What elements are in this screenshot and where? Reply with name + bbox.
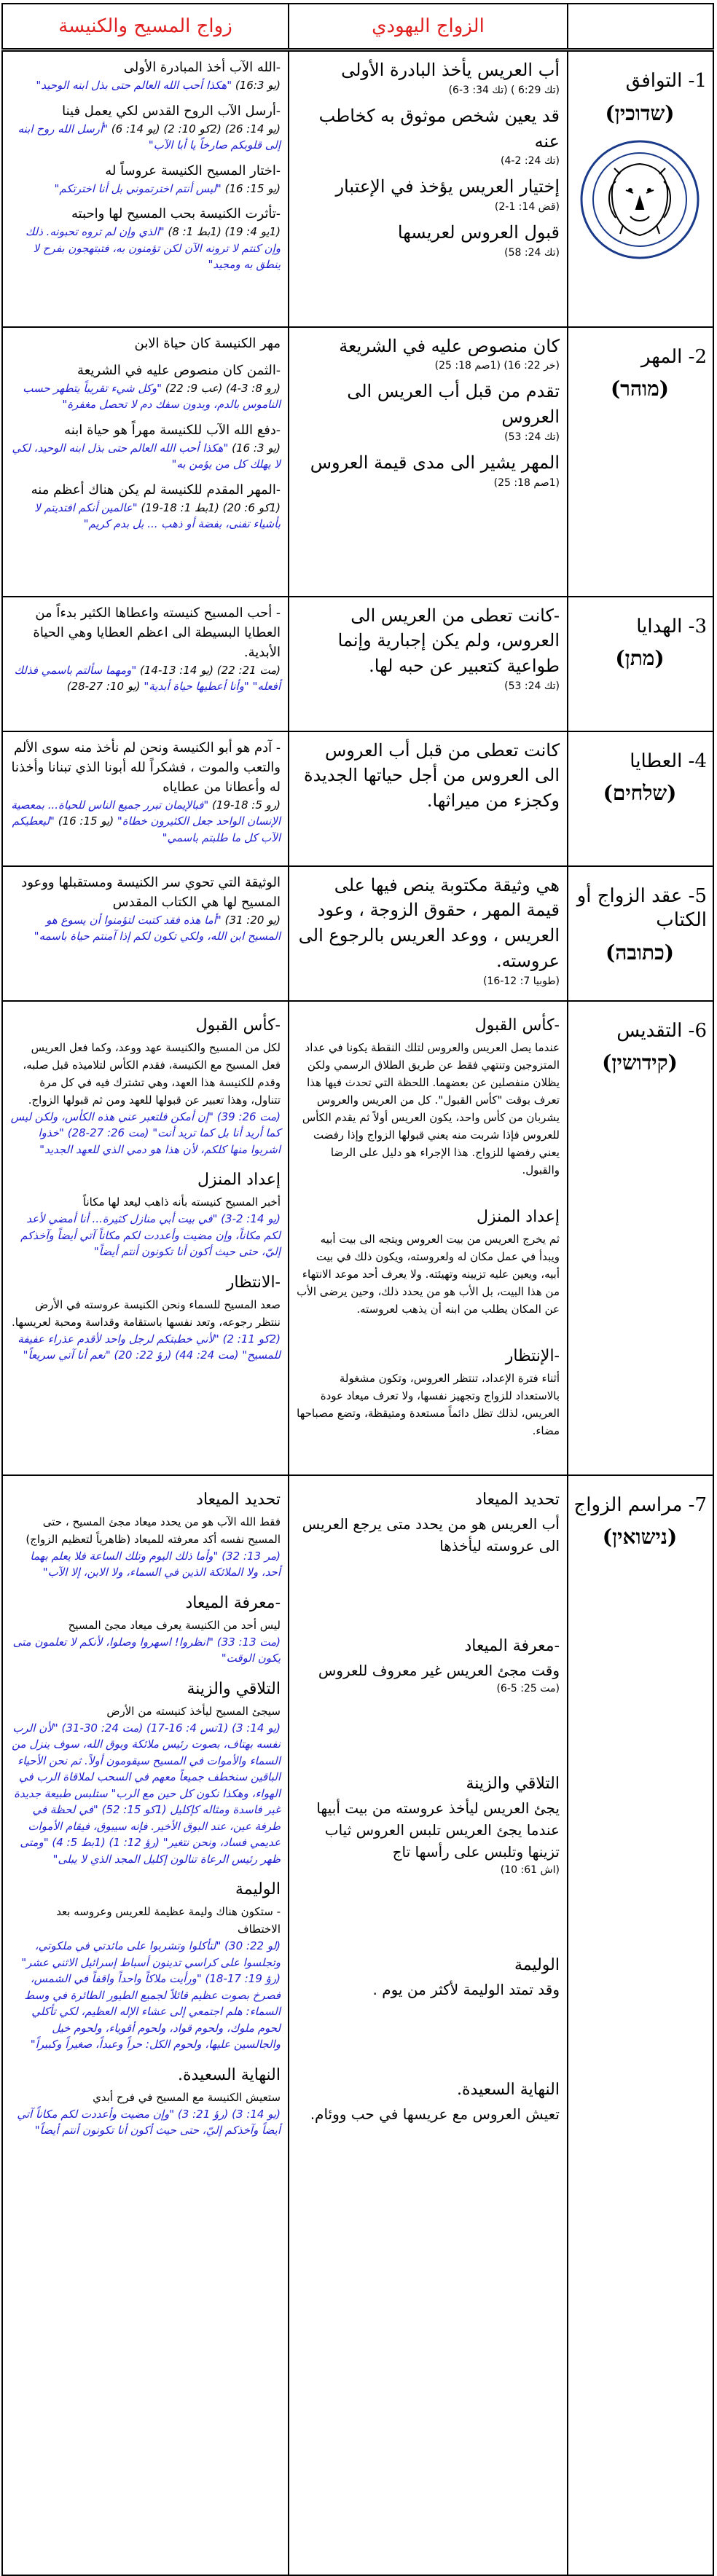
topic-hebrew: (כתובה) xyxy=(605,941,675,965)
ref-quote: "ومهما سألتم باسمي فذلك أفعله" "وأنا أعطيها حياة أبدية" xyxy=(14,663,281,693)
section xyxy=(297,1491,560,1557)
section-title: -الانتظار xyxy=(226,1273,281,1292)
section-body: ستعيش الكنيسة مع المسيح في فرح أبدي xyxy=(93,2090,281,2104)
list-item xyxy=(297,174,560,213)
table-row xyxy=(2,50,713,327)
topic-title: 5- عقد الزواج أو الكتاب xyxy=(576,884,707,932)
topic-cell xyxy=(568,1001,713,1475)
ref-citation: (رو 5: 18-19) xyxy=(208,798,281,812)
list-item xyxy=(297,220,560,259)
section-title: -الإنتظار xyxy=(505,1346,560,1365)
section xyxy=(297,1208,560,1318)
lion-logo-icon xyxy=(578,138,702,262)
item-ref xyxy=(10,662,281,695)
list-item xyxy=(297,873,560,987)
table-row xyxy=(2,1475,713,2575)
section xyxy=(10,1880,281,2053)
section-title: -معرفة الميعاد xyxy=(185,1593,281,1612)
item-text: أب العريس يأخذ البادرة الأولى xyxy=(341,60,560,80)
section xyxy=(297,1775,560,1876)
item-text: -الله الآب أخذ المبادرة الأولى xyxy=(123,60,281,75)
item-ref: (خر 22: 16) (1صم 18: 25) xyxy=(434,360,560,372)
section xyxy=(10,1016,281,1158)
item-text: -المهر المقدم للكنيسة لم يكن هناك أعظم منه xyxy=(31,482,281,498)
item-text: -الثمن كان منصوص عليه في الشريعة xyxy=(77,362,281,378)
table-row xyxy=(2,1001,713,1475)
section-title: النهاية السعيدة. xyxy=(178,2065,281,2084)
section-title: التلاقي والزينة xyxy=(187,1679,281,1698)
list-item xyxy=(297,603,560,692)
ref-quote: (مت 26: 39) "إن أمكن فلتعبر عني هذه الكأس، ولكن ليس كما أريد أنا بل كما تريد أنت" (مت 26: 27-28) "خذوا اشربوا منها كلكم، لأن هذا هو دمي الذي للعهد الجديد" xyxy=(10,1110,281,1156)
item-text: تقدم من قبل أب العريس الى العروس xyxy=(347,381,560,428)
ref-quote: "فبالإيمان تبرر جميع الناس للحياة... بمعصية الإنسان الواحد جعل الكثيرون خطاة" xyxy=(11,798,281,828)
jewish-cell xyxy=(289,731,568,866)
ref-quote: "أما هذه فقد كتبت لتؤمنوا أن يسوع هو المسيح ابن الله، ولكي تكون لكم إذا آمنتم حياة باسمه" xyxy=(34,913,281,943)
section-quote xyxy=(10,1938,281,2053)
section-title: تحديد الميعاد xyxy=(196,1490,281,1509)
ref-citation: (يو 20: 31) xyxy=(221,913,281,927)
ref-quote: "ليعطيكم الآب كل ما طلبتم باسمي" xyxy=(12,814,281,844)
ref-citation: (مت 21: 22) (يو 14: 13-14) xyxy=(136,663,281,677)
section xyxy=(297,1347,560,1440)
topic-hebrew: (שדוכין) xyxy=(605,101,675,125)
list-item xyxy=(10,738,281,847)
topic-hebrew: (קידושין) xyxy=(602,1051,678,1075)
item-ref xyxy=(10,224,281,273)
item-ref xyxy=(10,440,281,473)
item-ref: (تك 24: 2-4) xyxy=(501,155,560,168)
item-ref xyxy=(10,121,281,154)
topic-title: 2- المهر xyxy=(640,345,707,368)
jewish-cell xyxy=(289,866,568,1001)
jewish-cell xyxy=(289,597,568,731)
list-item xyxy=(297,58,560,96)
topic-cell xyxy=(568,50,713,327)
list-item xyxy=(10,480,281,533)
page xyxy=(3,3,714,2576)
section-quote xyxy=(10,1720,281,1868)
section-quote xyxy=(10,1634,281,1667)
section-title: -كأس القبول xyxy=(474,1016,560,1034)
topic-cell xyxy=(568,731,713,866)
list-item xyxy=(297,450,560,489)
ref-citation: (يو 15: 16) xyxy=(221,181,281,195)
christian-cell xyxy=(2,866,289,1001)
topic-cell xyxy=(568,327,713,597)
section xyxy=(297,1016,560,1179)
item-text: -دفع الله الآب للكنيسة مهراً هو حياة ابنه xyxy=(64,422,281,438)
item-text: -كانت تعطى من العريس الى العروس، ولم يكن إجبارية وإنما طواعية كتعبير عن حبه لها. xyxy=(337,605,560,677)
section-title: -معرفة الميعاد xyxy=(464,1636,560,1655)
list-item xyxy=(10,361,281,413)
ref-quote: "وكل شيء تقريباً يتطهر حسب الناموس بالدم، وبدون سفك دم لا تحصل مغفرة" xyxy=(23,381,281,411)
christian-cell xyxy=(2,1475,289,2575)
item-ref xyxy=(10,912,281,945)
item-ref xyxy=(10,77,281,94)
item-text: الوثيقة التي تحوي سر الكنيسة ومستقبلها ووعود المسيح لها هي الكتاب المقدس xyxy=(21,874,281,910)
item-ref: (تك 24: 58) xyxy=(504,246,560,259)
section-body: سيجئ المسيح ليأخذ كنيسته من الأرض xyxy=(106,1704,281,1718)
ref-quote: "أرسل الله روح ابنه إلى قلوبكم صارخاً يا أبا الآب" xyxy=(17,122,281,152)
item-ref xyxy=(10,380,281,413)
section xyxy=(10,1273,281,1364)
ref-quote: "هكذا أحب الله العالم حتى بذل ابنه الوحيد، لكي لا يهلك كل من يؤمن به" xyxy=(12,441,281,471)
item-text: -تأثرت الكنيسة بحب المسيح لها واحبته xyxy=(71,206,281,221)
item-ref: (تك 6:29 ) (تك 34: 3-6) xyxy=(448,84,560,96)
topic-title: 3- الهدايا xyxy=(636,615,707,637)
section-title: النهاية السعيدة. xyxy=(457,2080,560,2099)
section xyxy=(10,1594,281,1667)
section-title: -كأس القبول xyxy=(195,1016,281,1034)
item-ref xyxy=(10,500,281,533)
jewish-header: الزواج اليهودي xyxy=(289,4,568,50)
item-text: كانت تعطى من قبل أب العروس الى العروس من أجل حياتها الجديدة وكجزء من ميراثها. xyxy=(304,739,560,812)
section-title: الوليمة xyxy=(514,1955,560,1974)
topic-title: 4- العطايا xyxy=(630,750,707,772)
section-quote xyxy=(10,2106,281,2139)
item-text: إختيار العريس يؤخذ في الإعتبار xyxy=(335,176,560,197)
table-row xyxy=(2,731,713,866)
section-body: لكل من المسيح والكنيسة عهد ووعد، وكما فعل العريس فعل المسيح مع الكنيسة، فقدم الكأس لتلاميذه قبل صلبه، وقدم للكنيسة هذا العهد، وهي تشترك فيه في كل مرة تتناول، وهذا تعبير عن قبولها للعهد ومن ثم قبولها الزواج. xyxy=(23,1040,281,1107)
item-text: -أرسل الآب الروح القدس لكي يعمل فينا xyxy=(62,103,281,119)
item-ref xyxy=(10,181,281,197)
table-row xyxy=(2,866,713,1001)
list-item xyxy=(10,420,281,473)
item-text: مهر الكنيسة كان حياة الابن xyxy=(134,335,281,351)
ref-quote: "عالمين أنكم افتديتم لا بأشياء تفنى، بفضة أو ذهب ... بل بدم كريم" xyxy=(34,500,281,530)
section-body: وقت مجئ العريس غير معروف للعروس xyxy=(318,1661,560,1679)
section-body: تعيش العروس مع عريسها في حب ووئام. xyxy=(310,2105,560,2123)
item-ref: (طوبيا 7: 12-16) xyxy=(483,975,560,987)
section-ref: (مت 25: 5-6) xyxy=(496,1682,560,1695)
topic-hebrew: (שלחים) xyxy=(603,781,677,806)
header-row xyxy=(2,4,713,50)
section-body: أثناء فترة الإعداد، تنتظر العروس، وتكون مشغولة بالاستعداد للزواج وتجهيز نفسها، ولا تعرف ميعاد عودة العريس، لذلك تظل دائماً مستعدة ومتيقظة، وتضع مصباحها مضاء. xyxy=(297,1371,560,1437)
section-body: يجئ العريس ليأخذ عروسته من بيت أبيها عندما يجئ العريس تلبس العروس ثياب تزينها وتلبس على رأسها تاج xyxy=(316,1799,560,1861)
section-body: وقد تمتد الوليمة لأكثر من يوم . xyxy=(372,1980,560,1998)
topic-cell xyxy=(568,1475,713,2575)
ref-quote: (2كو 11: 2) "لأني خطبتكم لرجل واحد لأقدم عذراء عفيفة للمسيح" (مت 24: 44) (رؤ 22: 20) "نعم أنا آتي سريعاً" xyxy=(17,1332,281,1362)
list-item xyxy=(10,334,281,353)
item-text: قد يعين شخص موثوق به كخاطب عنه xyxy=(318,105,560,152)
item-ref: (1صم 18: 25) xyxy=(493,476,560,489)
section-title: تحديد الميعاد xyxy=(475,1490,560,1509)
section xyxy=(10,1680,281,1868)
item-text: المهر يشير الى مدى قيمة العروس xyxy=(310,452,560,473)
ref-quote: (يو 14: 3) (رؤ 21: 3) "وإن مضيت وأعددت لكم مكاناً آتي أيضاً وآخذكم إليّ، حتى حيث أكون أنا تكونون أنتم أيضاً" xyxy=(17,2107,281,2137)
jewish-cell xyxy=(289,1001,568,1475)
section-title: التلاقي والزينة xyxy=(466,1774,560,1793)
ref-quote: (مر 13: 32) "وأما ذلك اليوم وتلك الساعة فلا يعلم بهما أحد، ولا الملائكة الذين في السماء، ولا الابن، إلا الآب" xyxy=(30,1549,281,1579)
comparison-table xyxy=(1,3,714,2576)
table-row xyxy=(2,327,713,597)
section-title: الوليمة xyxy=(235,1880,281,1899)
ref-citation: (يو 3: 16) xyxy=(228,441,281,455)
section xyxy=(10,1171,281,1260)
jewish-cell xyxy=(289,1475,568,2575)
jewish-cell xyxy=(289,327,568,597)
ref-citation: (رو 8: 3-4) (عب 9: 22) xyxy=(161,381,281,395)
ref-citation: (1كو 6: 20) (1بط 1: 18-19) xyxy=(137,500,281,514)
section-body: ليس أحد من الكنيسة يعرف ميعاد مجئ المسيح xyxy=(68,1618,281,1632)
list-item xyxy=(297,334,560,372)
ref-quote: (يو 14: 2-3) "في بيت أبي منازل كثيرة... أنا أمضي لأعد لكم مكاناً، وإن مضيت وأعددت لكم مكاناً آتي أيضاً وآخذكم إليّ، حتى حيث أكون أنا تكونون أنتم أيضاً" xyxy=(20,1212,281,1259)
item-text: قبول العروس لعريسها xyxy=(397,222,560,243)
christian-header: زواج المسيح والكنيسة xyxy=(2,4,289,50)
item-ref xyxy=(10,797,281,847)
section xyxy=(297,2081,560,2125)
section-body: - ستكون هناك وليمة عظيمة للعريس وعروسه بعد الاختطاف xyxy=(56,1905,281,1936)
item-text: - آدم هو أبو الكنيسة ونحن لم نأخذ منه سوى الألم والتعب والموت ، فشكراً لله أبونا الذي تبنانا وأخذنا له وأعطانا من عطاياه xyxy=(11,739,281,795)
section-quote xyxy=(10,1548,281,1581)
ref-quote: (مت 13: 33) "انظروا! اسهروا وصلوا، لأنكم لا تعلمون متى يكون الوقت" xyxy=(12,1635,281,1665)
section-body: أخبر المسيح كنيسته بأنه ذاهب ليعد لها مكاناً xyxy=(82,1195,281,1209)
christian-cell xyxy=(2,731,289,866)
section-title: إعداد المنزل xyxy=(477,1207,560,1226)
list-item xyxy=(10,58,281,94)
list-item xyxy=(10,161,281,197)
topic-hebrew: (נישואין) xyxy=(602,1525,678,1550)
section-quote xyxy=(10,1331,281,1364)
list-item xyxy=(297,103,560,168)
jewish-cell xyxy=(289,50,568,327)
ref-citation: (يو 15: 16) xyxy=(54,814,117,828)
corner-cell xyxy=(568,4,713,50)
christian-cell xyxy=(2,597,289,731)
item-text: هي وثيقة مكتوبة ينص فيها على قيمة المهر ، حقوق الزوجة ، وعود العريس ، ووعد العريس بالرجوع الى عروسته. xyxy=(298,874,560,971)
christian-cell xyxy=(2,50,289,327)
topic-title: 6- التقديس xyxy=(616,1019,707,1042)
section-body: فقط الله الآب هو من يحدد ميعاد مجئ المسيح ، حتى المسيح نفسه أكد معرفته للميعاد (ظاهرياً لتعظيم الزواج) xyxy=(26,1515,281,1546)
ref-quote: (يو 14: 3) (1تس 4: 16-17) (مت 24: 30-31) "لأن الرب نفسه بهتاف، بصوت رئيس ملائكة وبوق الله، سوف ينزل من السماء والأموات في المسيح سيقومون أولاً. ثم نحن الأحياء الباقين سنخطف جميعاً معهم في السحب لملاقاة الرب في الهواء، وهكذا نكون كل حين مع الرب" ستلبس طبيعة جديدة غير فاسدة ومثاله كإكليل (1كو 15: 52) "في لحظة في طرفة عين، عند البوق الأخير. فإنه سيبوق، فيقام الأموات عديمي فساد، ونحن نتغير" (رؤ 12: 1) (1بط 5: 4) "ومتى ظهر رئيس الرعاة تنالون إكليل المجد الذي لا يبلى" xyxy=(12,1721,281,1866)
list-item xyxy=(10,101,281,154)
christian-cell xyxy=(2,327,289,597)
ref-citation: (يو 10: 27-28) xyxy=(66,680,144,693)
item-text: -اختار المسيح الكنيسة عروساً له xyxy=(105,162,281,178)
item-ref: (قض 14: 1-2) xyxy=(494,201,560,213)
list-item xyxy=(10,603,281,695)
section xyxy=(297,1637,560,1695)
section-quote xyxy=(10,1211,281,1260)
topic-hebrew: (מוהר) xyxy=(610,377,670,401)
section xyxy=(297,1956,560,2000)
list-item xyxy=(10,204,281,273)
ref-quote: "ليس أنتم اخترتموني بل أنا اخترتكم" xyxy=(54,181,222,195)
item-ref: (تك 24: 53) xyxy=(504,431,560,443)
topic-hebrew: (מתן) xyxy=(615,646,665,671)
item-text: كان منصوص عليه في الشريعة xyxy=(339,335,560,356)
section-ref: (اش 61: 10) xyxy=(500,1864,560,1876)
ref-quote: "هكذا أحب الله العالم حتى بذل ابنه الوحيد" xyxy=(36,79,232,92)
topic-cell xyxy=(568,597,713,731)
topic-cell xyxy=(568,866,713,1001)
christian-cell xyxy=(2,1001,289,1475)
section xyxy=(10,2066,281,2139)
ref-citation: (يو 14: 26) (2كو 10: 2) (يو 14: 6) xyxy=(108,122,281,136)
item-text: - أحب المسيح كنيسته واعطاها الكثير بدءاً من العطايا البسيطة الى اعظم العطايا وهي الحياة الأبدية. xyxy=(33,605,281,660)
list-item xyxy=(297,379,560,443)
section-body: ثم يخرج العريس من بيت العروس ويتجه الى بيت أبيه ويبدأ في عمل مكان له ولعروسته، ويكون ذلك في بيت أبيه، ويعين عليه تزيينه وتهيئته. ولا يعرف أحد موعد الانتهاء من هذا البيت، بل الأب هو من يحدد ذلك، وحين يرضى الأب عن المكان يطلب من ابنه أن يذهب لعروسته. xyxy=(297,1232,560,1316)
table-row xyxy=(2,597,713,731)
list-item xyxy=(297,738,560,814)
section-quote xyxy=(10,1109,281,1158)
ref-citation: (1يو 4: 19) (1بط 1: 8) xyxy=(164,225,281,238)
section-body: صعد المسيح للسماء ونحن الكنيسة عروسته في الأرض ننتظر رجوعه، وتعد نفسها باستقامة وقداسة ومحبة لعريسها. xyxy=(11,1297,281,1329)
ref-quote: (لو 22: 30) "لتأكلوا وتشربوا على مائدتي في ملكوتي، وتجلسوا على كراسي تدينون أسباط إسرائيل الاثني عشر" (رؤ 19: 17-18) "ورأيت ملاكاً واحداً واقفاً في الشمس، فصرخ بصوت عظيم قائلاً لجميع الطيور الطائرة في وسط السماء: هلم اجتمعي إلى عشاء الإله العظيم، لكي تأكلي لحوم ملوك، ولحوم قواد، ولحوم أقوياء، ولحوم خيل والجالسين عليها، ولحوم الكل: حراً وعبداً، صغيراً وكبيراً" xyxy=(21,1939,281,2051)
ref-citation: (يو 16:3) xyxy=(232,79,281,92)
list-item xyxy=(10,873,281,945)
section xyxy=(10,1491,281,1581)
topic-title: 7- مراسم الزواج xyxy=(573,1493,707,1516)
topic-title: 1- التوافق xyxy=(625,70,707,92)
ref-quote: "الذي وإن لم تروه تحبونه. ذلك وإن كنتم لا ترونه الآن لكن تؤمنون به، فتبتهجون بفرح لا ينطق به ومجيد" xyxy=(26,225,281,271)
section-body: أب العريس هو من يحدد متى يرجع العريس الى عروسته ليأخذها xyxy=(302,1515,560,1555)
table-body xyxy=(2,50,713,2575)
section-body: عندما يصل العريس والعروس لتلك النقطة يكونا في عداد المتزوجين وتنتهي فقط عن طريق الطلاق الرسمي ولكن يظلان منفصلين عن بعضهما. اللحظة التي تحدث فيها هذا تعرف بوقت "كأس القبول". كل من العريس والعروس يشربان من كأس واحد، يكون العريس أولاً ثم يقدم الكأس للعروس فإذا شربت منه يعني قبولها الزواج وإذا رفضت يعني رفضها للزواج. هذا الإجراء هو دليل على الرضا والقبول. xyxy=(302,1040,560,1177)
item-ref: (تك 24: 53) xyxy=(504,680,560,692)
section-title: إعداد المنزل xyxy=(197,1171,281,1190)
